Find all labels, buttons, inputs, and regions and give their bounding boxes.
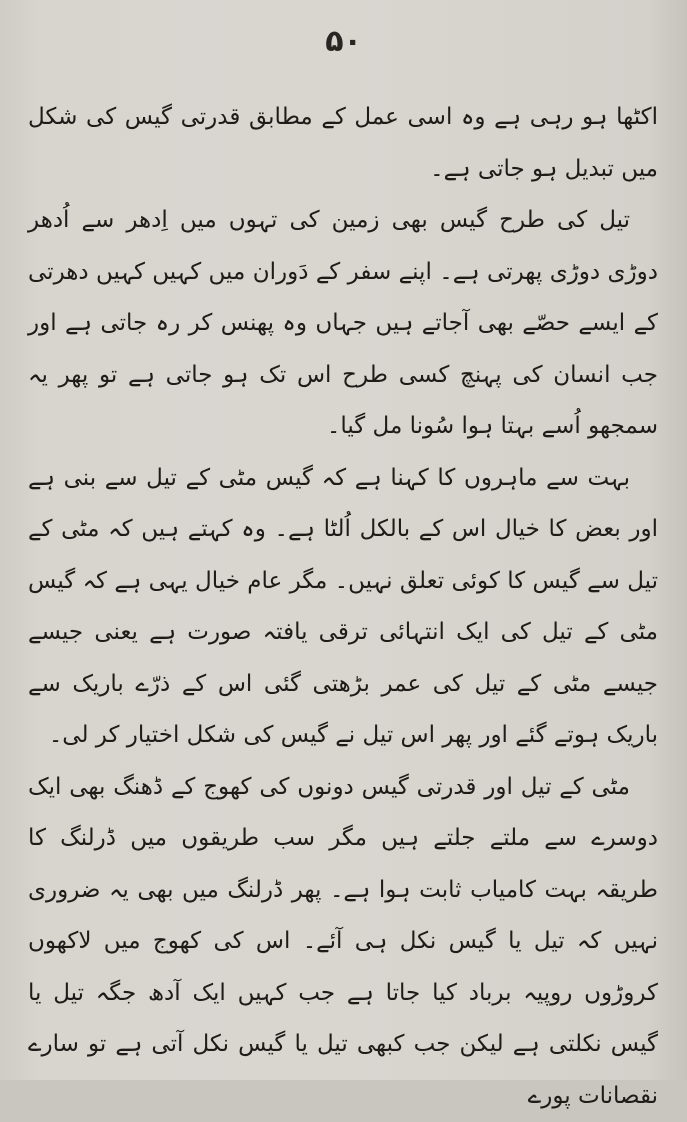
- page-number: ۵۰: [0, 24, 687, 59]
- paragraph-4: مٹی کے تیل اور قدرتی گیس دونوں کی کھوج کے ڈھنگ بھی ایک دوسرے سے ملتے جلتے ہیں مگر سب طریقوں میں ڈرلنگ کا طریقہ بہت کامیاب ثابت ہوا ہے۔ پھر ڈرلنگ میں بھی یہ ضروری نہیں کہ تیل یا گیس نکل ہی آئے۔ اس کی کھوج میں لاکھوں کروڑوں روپیہ برباد کیا جاتا ہے جب کہیں ایک آدھ جگہ تیل یا گیس نکلتی ہے لیکن جب کبھی تیل یا گیس نکل آتی ہے تو سارے نقصانات پورے: [28, 762, 658, 1122]
- page-body: [28, 92, 658, 1122]
- paragraph-3: بہت سے ماہروں کا کہنا ہے کہ گیس مٹی کے تیل سے بنی ہے اور بعض کا خیال اس کے بالکل اُلٹا ہے۔ وہ کہتے ہیں کہ مٹی کے تیل سے گیس کا کوئی تعلق نہیں۔ مگر عام خیال یہی ہے کہ گیس مٹی کے تیل کی ایک انتہائی ترقی یافتہ صورت ہے یعنی جیسے جیسے مٹی کے تیل کی عمر بڑھتی گئی اس کے ذرّے باریک سے باریک ہوتے گئے اور پھر اس تیل نے گیس کی شکل اختیار کر لی۔: [28, 453, 658, 762]
- paragraph-2: تیل کی طرح گیس بھی زمین کی تہوں میں اِدھر سے اُدھر دوڑی دوڑی پھرتی ہے۔ اپنے سفر کے دَوران میں کہیں کہیں دھرتی کے ایسے حصّے بھی آجاتے ہیں جہاں وہ پھنس کر رہ جاتی ہے اور جب انسان کی پہنچ کسی طرح اس تک ہو جاتی ہے تو پھر یہ سمجھو اُسے بہتا ہوا سُونا مل گیا۔: [28, 195, 658, 453]
- paragraph-1: اکٹھا ہو رہی ہے وہ اسی عمل کے مطابق قدرتی گیس کی شکل میں تبدیل ہو جاتی ہے۔: [28, 92, 658, 195]
